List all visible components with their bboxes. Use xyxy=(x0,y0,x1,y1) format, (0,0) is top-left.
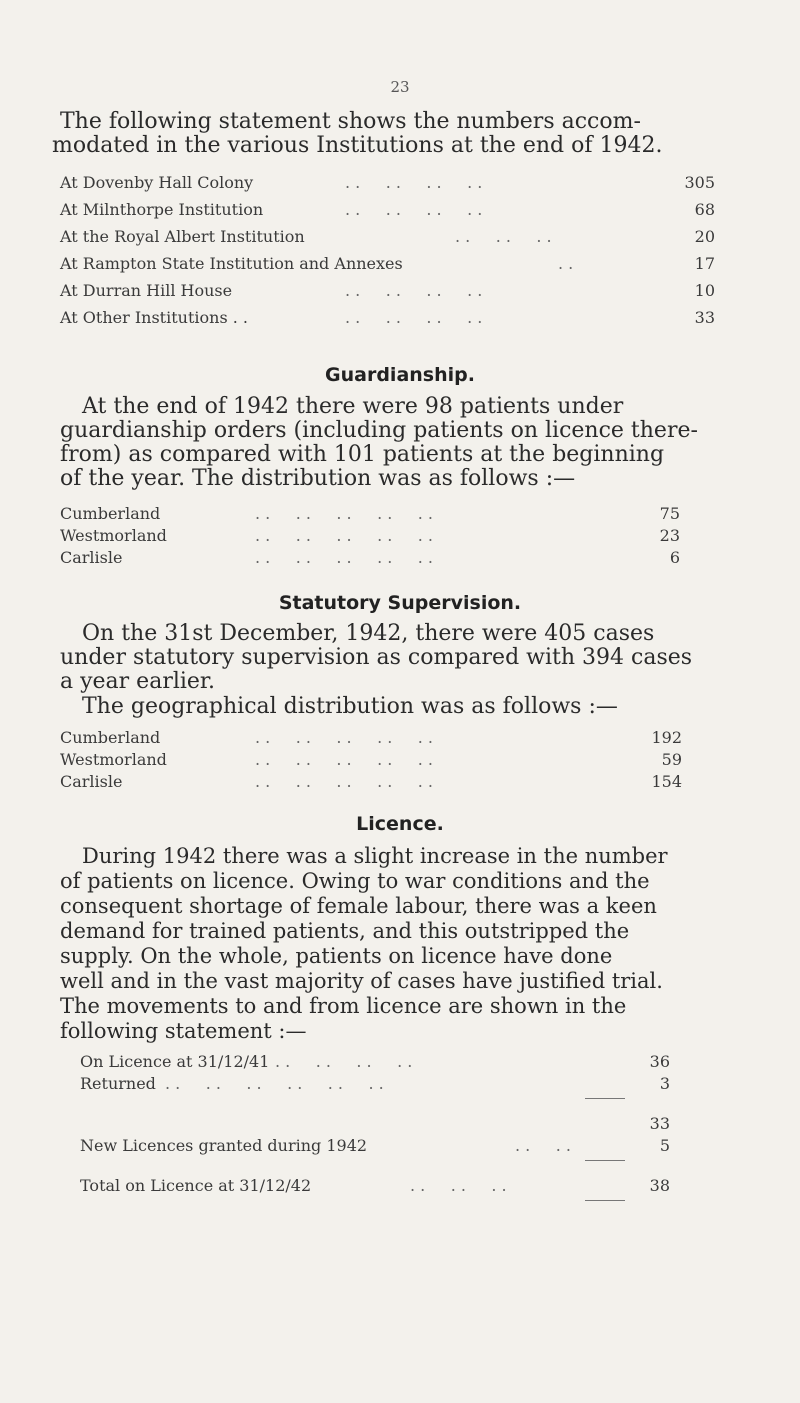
row-label: Carlisle xyxy=(60,772,123,791)
row-label: Cumberland xyxy=(60,504,161,523)
licence-line: demand for trained patients, and this outstripped the xyxy=(60,919,630,943)
row-value: 5 xyxy=(659,1136,670,1155)
intro-paragraph xyxy=(52,109,740,158)
row-label: Westmorland xyxy=(60,526,167,545)
row-label: At the Royal Albert Institution xyxy=(60,227,305,246)
licence-line: supply. On the whole, patients on licence have done xyxy=(60,944,613,968)
row-value: 154 xyxy=(651,772,682,791)
supervision-paragraph xyxy=(60,622,740,694)
row-value: 36 xyxy=(649,1052,670,1071)
guardianship-line: from) as compared with 101 patients at the beginning xyxy=(60,442,665,467)
guardianship-line: guardianship orders (including patients on licence there- xyxy=(60,418,698,443)
row-label: Westmorland xyxy=(60,750,167,769)
document-page: 23 The following statement shows the numbers accom- modated in the various Institutions at the end of 1942. At Dovenby Hall Colony . . . . . . . . 305 At Milnthorpe Institution . . . . . . . . 68 At the Royal Albert Institution . . . . . . 20 At Rampton State Institution and Annexes . . 17 At Durran Hill House . . . . . . . . 10 At Other Institutions . . . . . . . . . . 33 Guardianship. At the end of 1942 there were 98 patients under guardianship orders (including patients on licence there- from) as compared with 101 patients at the beginning of the year. The distribution was as follows :— Cumberland . . . . . . . . . . 75 Westmorland . . . . . . . . . . 23 Carlisle . . . . . . . . . . 6 Statutory Supervision. On the 31st December, 1942, there were 405 cases under statutory supervision as compared with 394 cases a year earlier. The geographical distribution was as follows :— Cumberland . . . . . . . . . . 192 Westmorland . . . . . . . . . . 59 Carlisle . . . . . . . . . . 154 Licence. During 1942 there was a slight increase in the number of patients on licence. Owing to war conditions and the consequent shortage of female labour, there was a keen demand for trained patients, and this outstripped the supply. On the whole, patients on licence have done well and in the vast majority of cases have justified trial. The movements to and from licence are shown in the following statement :— On Licence at 31/12/41 . . . . . . . . 36 Returned . . . . . . . . . . . . 3 33 New Licences granted during 1942 . . . . 5 Total on Licence at 31/12/42 . . . . . . 38 xyxy=(0,0,800,1403)
intro-line: modated in the various Institutions at the end of 1942. xyxy=(52,133,663,158)
guardianship-line: of the year. The distribution was as follows :— xyxy=(60,466,576,491)
licence-line: well and in the vast majority of cases have justified trial. xyxy=(60,969,663,993)
row-label: Carlisle xyxy=(60,548,123,567)
row-label: At Rampton State Institution and Annexes xyxy=(60,254,403,273)
subtotal-rule xyxy=(585,1098,625,1099)
page-number: 23 xyxy=(390,78,410,96)
section-heading-guardianship: Guardianship. xyxy=(325,364,475,386)
supervision-line: On the 31st December, 1942, there were 405 cases xyxy=(82,621,655,646)
supervision-intro-line: The geographical distribution was as follows :— xyxy=(82,694,618,719)
licence-line: During 1942 there was a slight increase in the number xyxy=(82,844,668,868)
supervision-line: a year earlier. xyxy=(60,669,216,694)
row-value: 20 xyxy=(694,227,715,246)
row-value: 38 xyxy=(649,1176,670,1195)
intro-line: The following statement shows the numbers accom- xyxy=(60,109,641,134)
row-value: 6 xyxy=(669,548,680,567)
guardianship-paragraph xyxy=(60,395,740,491)
row-label: On Licence at 31/12/41 xyxy=(80,1052,270,1071)
total-underline xyxy=(585,1200,625,1201)
supervision-intro xyxy=(60,695,740,719)
row-value: 75 xyxy=(659,504,680,523)
row-label: New Licences granted during 1942 xyxy=(80,1136,368,1155)
licence-line: The movements to and from licence are shown in the xyxy=(60,994,627,1018)
row-label: At Durran Hill House xyxy=(60,281,233,300)
row-label: Cumberland xyxy=(60,728,161,747)
row-value: 305 xyxy=(684,173,715,192)
row-value: 68 xyxy=(694,200,715,219)
licence-line: of patients on licence. Owing to war conditions and the xyxy=(60,869,650,893)
guardianship-line: At the end of 1942 there were 98 patients under xyxy=(82,394,624,419)
row-value: 59 xyxy=(661,750,682,769)
section-heading-licence: Licence. xyxy=(356,813,444,835)
row-value: 17 xyxy=(694,254,715,273)
row-label: At Dovenby Hall Colony xyxy=(60,173,254,192)
row-value: 192 xyxy=(651,728,682,747)
supervision-line: under statutory supervision as compared with 394 cases xyxy=(60,645,693,670)
row-value: 33 xyxy=(694,308,715,327)
row-label: At Other Institutions . . xyxy=(60,308,248,327)
row-label: Total on Licence at 31/12/42 xyxy=(80,1176,312,1195)
row-value: 10 xyxy=(694,281,715,300)
licence-line: following statement :— xyxy=(60,1019,307,1043)
total-rule xyxy=(585,1160,625,1161)
row-label: Returned xyxy=(80,1074,156,1093)
row-value: 3 xyxy=(659,1074,670,1093)
row-value: 33 xyxy=(649,1114,670,1133)
row-value: 23 xyxy=(659,526,680,545)
licence-line: consequent shortage of female labour, there was a keen xyxy=(60,894,657,918)
licence-paragraph xyxy=(60,844,740,1044)
row-label: At Milnthorpe Institution xyxy=(60,200,264,219)
section-heading-supervision: Statutory Supervision. xyxy=(278,592,522,614)
